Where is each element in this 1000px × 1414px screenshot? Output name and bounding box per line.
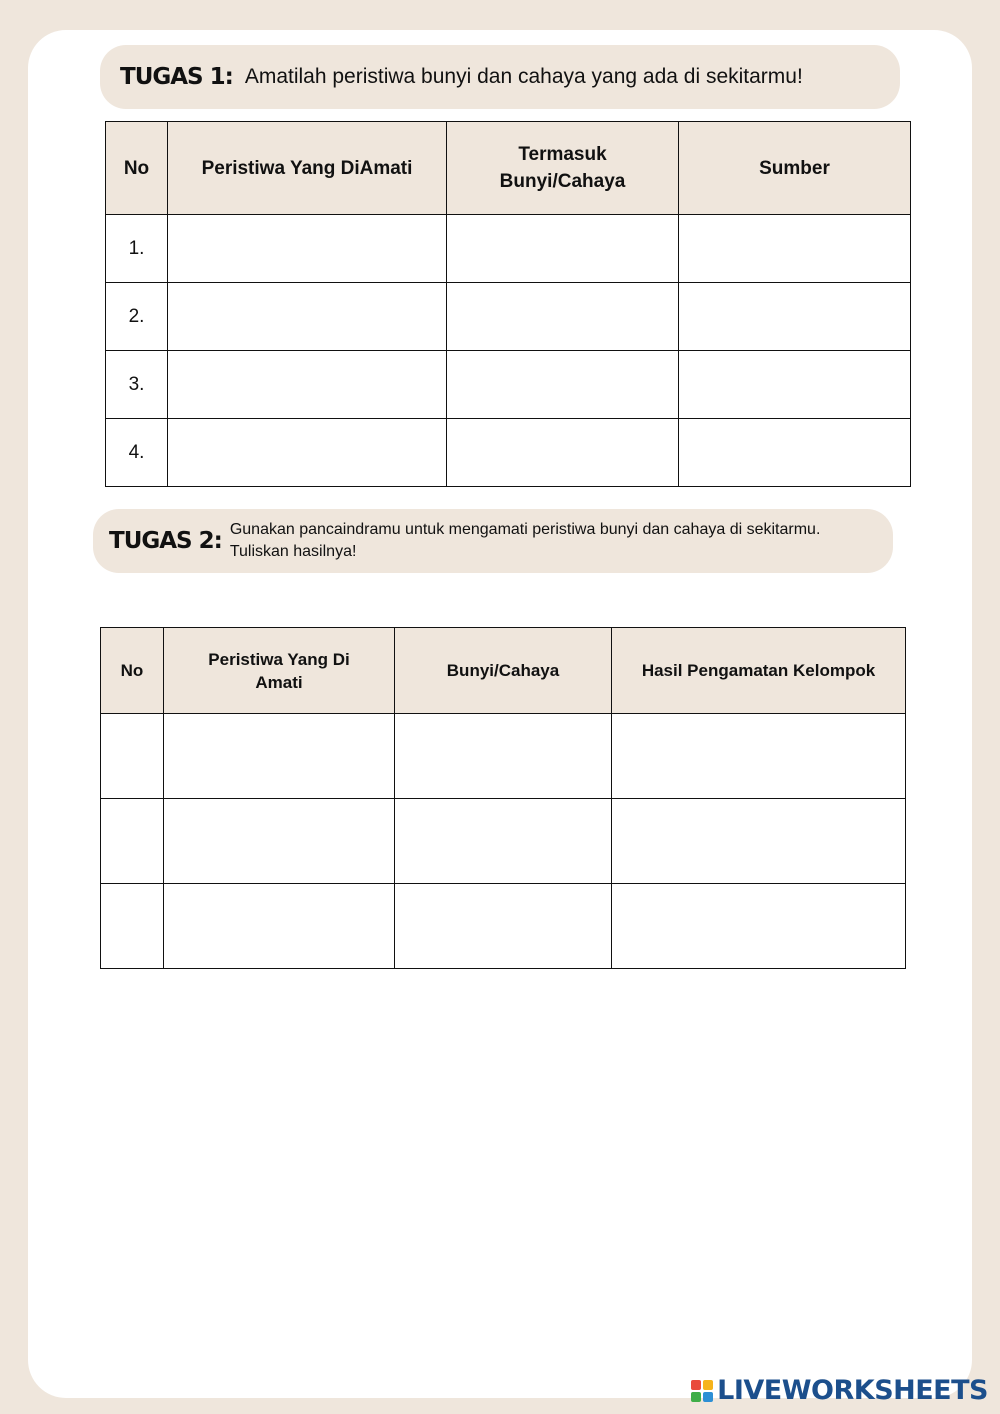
event-cell[interactable] <box>168 351 447 419</box>
column-header-result: Hasil Pengamatan Kelompok <box>612 628 906 714</box>
task2-banner <box>93 509 893 573</box>
task1-banner <box>100 45 900 109</box>
task2-table <box>100 627 906 969</box>
brand-name: LIVEWORKSHEETS <box>717 1375 988 1406</box>
table-header-row <box>106 122 911 215</box>
source-cell[interactable] <box>679 419 911 487</box>
column-header-no: No <box>101 628 164 714</box>
type-cell[interactable] <box>395 714 612 799</box>
table-row <box>106 419 911 487</box>
column-header-source: Sumber <box>679 122 911 215</box>
column-header-event: Peristiwa Yang DiAmati <box>168 122 447 215</box>
result-cell[interactable] <box>612 884 906 969</box>
source-cell[interactable] <box>679 283 911 351</box>
logo-square <box>691 1380 701 1390</box>
table-row <box>106 283 911 351</box>
row-number: 1. <box>106 215 168 283</box>
source-cell[interactable] <box>679 215 911 283</box>
source-cell[interactable] <box>679 351 911 419</box>
liveworksheets-brand[interactable] <box>691 1375 988 1406</box>
type-cell[interactable] <box>395 799 612 884</box>
event-cell[interactable] <box>168 283 447 351</box>
task1-label: TUGAS 1: <box>120 64 233 90</box>
result-cell[interactable] <box>612 799 906 884</box>
type-cell[interactable] <box>447 351 679 419</box>
row-number[interactable] <box>101 714 164 799</box>
column-header-event: Peristiwa Yang Di Amati <box>164 628 395 714</box>
logo-square <box>703 1392 713 1402</box>
row-number: 3. <box>106 351 168 419</box>
column-header-no: No <box>106 122 168 215</box>
event-cell[interactable] <box>168 215 447 283</box>
liveworksheets-logo-icon <box>691 1380 713 1402</box>
type-cell[interactable] <box>395 884 612 969</box>
logo-square <box>691 1392 701 1402</box>
table-header-row <box>101 628 906 714</box>
table-row <box>101 714 906 799</box>
row-number: 2. <box>106 283 168 351</box>
row-number: 4. <box>106 419 168 487</box>
row-number[interactable] <box>101 799 164 884</box>
task1-table <box>105 121 911 487</box>
type-cell[interactable] <box>447 215 679 283</box>
column-header-type: Termasuk Bunyi/Cahaya <box>447 122 679 215</box>
task2-instruction: Gunakan pancaindramu untuk mengamati peristiwa bunyi dan cahaya di sekitarmu. Tuliskan hasilnya! <box>229 521 821 560</box>
column-header-type: Bunyi/Cahaya <box>395 628 612 714</box>
table-row <box>106 351 911 419</box>
row-number[interactable] <box>101 884 164 969</box>
table-row <box>106 215 911 283</box>
event-cell[interactable] <box>168 419 447 487</box>
table-row <box>101 884 906 969</box>
task2-label: TUGAS 2: <box>109 528 222 554</box>
event-cell[interactable] <box>164 884 395 969</box>
type-cell[interactable] <box>447 419 679 487</box>
event-cell[interactable] <box>164 714 395 799</box>
result-cell[interactable] <box>612 714 906 799</box>
table-row <box>101 799 906 884</box>
type-cell[interactable] <box>447 283 679 351</box>
logo-square <box>703 1380 713 1390</box>
task1-instruction: Amatilah peristiwa bunyi dan cahaya yang ada di sekitarmu! <box>244 65 803 88</box>
event-cell[interactable] <box>164 799 395 884</box>
